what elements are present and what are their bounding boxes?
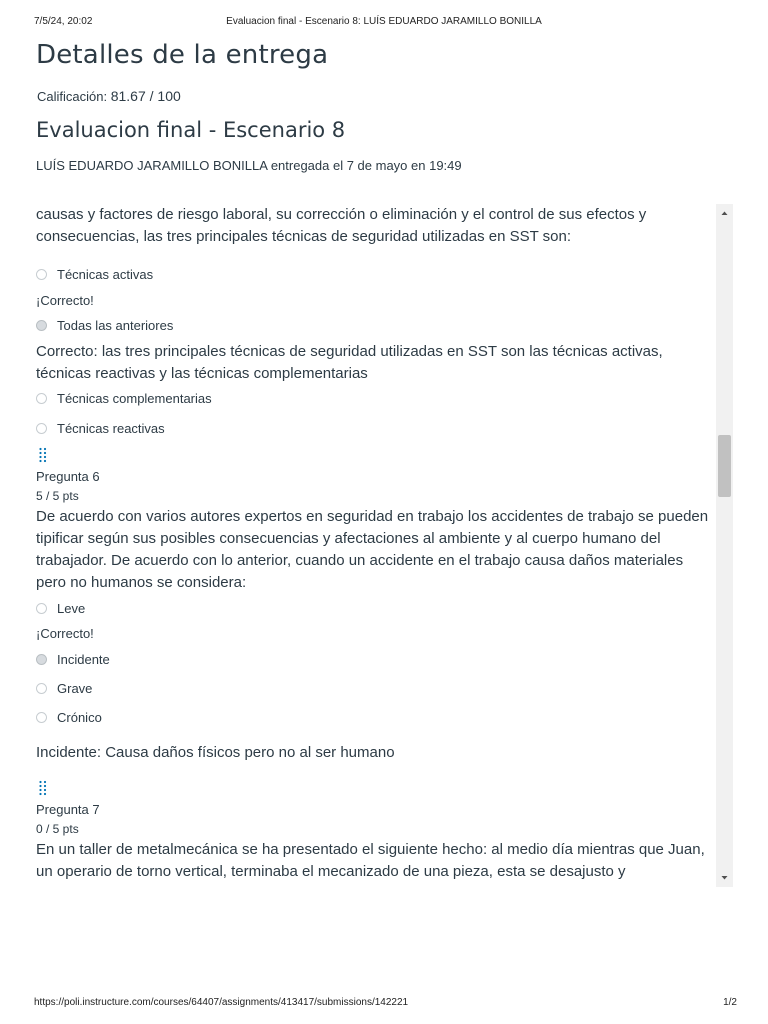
answer-label: Técnicas reactivas (57, 420, 165, 436)
print-header (0, 16, 768, 30)
answer-label: Crónico (57, 709, 102, 725)
answer-comment: Incidente: Causa daños físicos pero no al ser humano (36, 744, 395, 761)
radio-icon (36, 269, 47, 280)
submission-info (36, 158, 462, 173)
vertical-scrollbar[interactable] (716, 204, 733, 887)
scrollbar-thumb[interactable] (718, 435, 731, 497)
print-url: https://poli.instructure.com/courses/64407/assignments/413417/submissions/142221 (34, 997, 409, 1008)
answer-option (36, 600, 85, 616)
question-points: 5 / 5 pts (36, 489, 79, 503)
quiz-frame (0, 204, 734, 887)
question-number: Pregunta 7 (36, 802, 100, 817)
radio-icon (36, 393, 47, 404)
answer-option-selected (36, 317, 173, 333)
answer-label: Leve (57, 600, 86, 616)
question-number: Pregunta 6 (36, 469, 100, 484)
scroll-down-arrow-icon[interactable] (716, 871, 733, 885)
print-document-title: Evaluacion final - Escenario 8: LUÍS EDUARDO JARAMILLO BONILLA (226, 16, 542, 27)
print-date: 7/5/24, 20:02 (34, 16, 93, 27)
radio-selected-icon (36, 654, 47, 665)
page-title: Detalles de la entrega (36, 40, 329, 70)
question-7-text: En un taller de metalmecánica se ha presentado el siguiente hecho: al medio día mientras que Juan, un operario de torno vertical, terminaba el mecanizado de una pieza, esta se desajusto y (36, 841, 705, 880)
radio-icon (36, 423, 47, 434)
radio-selected-icon (36, 320, 47, 331)
answer-label: Técnicas activas (57, 266, 154, 282)
drag-handle-icon[interactable] (38, 447, 48, 463)
answer-label: Técnicas complementarias (57, 390, 212, 406)
student-name: LUÍS EDUARDO JARAMILLO BONILLA (36, 158, 268, 173)
answer-label: Todas las anteriores (57, 317, 174, 333)
question-6-text: De acuerdo con varios autores expertos en seguridad en trabajo los accidentes de trabajo se pueden tipificar según sus posibles consecuencias y afectaciones al ambiente y al cuerpo humano del trabajador. De acuerdo con lo anterior, cuando un accidente en el trabajo causa daños materiales pero no humanos se considera: (36, 508, 709, 591)
answer-option (36, 266, 153, 282)
answer-label: Grave (57, 680, 93, 696)
answer-option-selected (36, 651, 110, 667)
grade-value: 81.67 / 100 (110, 88, 181, 104)
page-number: 1/2 (723, 997, 737, 1008)
submission-text: entregada el 7 de mayo en 19:49 (270, 158, 462, 173)
correct-feedback: ¡Correcto! (36, 626, 94, 641)
answer-option (36, 680, 92, 696)
drag-handle-icon[interactable] (38, 780, 48, 796)
answer-option (36, 420, 165, 436)
radio-icon (36, 712, 47, 723)
answer-label: Incidente (57, 651, 110, 667)
question-5-text: causas y factores de riesgo laboral, su corrección o eliminación y el control de sus efectos y consecuencias, las tres principales técnicas de seguridad utilizadas en SST son: (36, 206, 647, 245)
answer-comment: Correcto: las tres principales técnicas de seguridad utilizadas en SST son las técnicas activas, técnicas reactivas y las técnicas complementarias (36, 343, 663, 382)
radio-icon (36, 603, 47, 614)
assignment-title: Evaluacion final - Escenario 8 (36, 118, 346, 142)
scroll-up-arrow-icon[interactable] (716, 206, 733, 220)
answer-option (36, 709, 102, 725)
grade-label: Calificación: (37, 89, 108, 104)
grade-line (37, 88, 181, 104)
question-points: 0 / 5 pts (36, 822, 79, 836)
correct-feedback: ¡Correcto! (36, 293, 94, 308)
radio-icon (36, 683, 47, 694)
answer-option (36, 390, 212, 406)
